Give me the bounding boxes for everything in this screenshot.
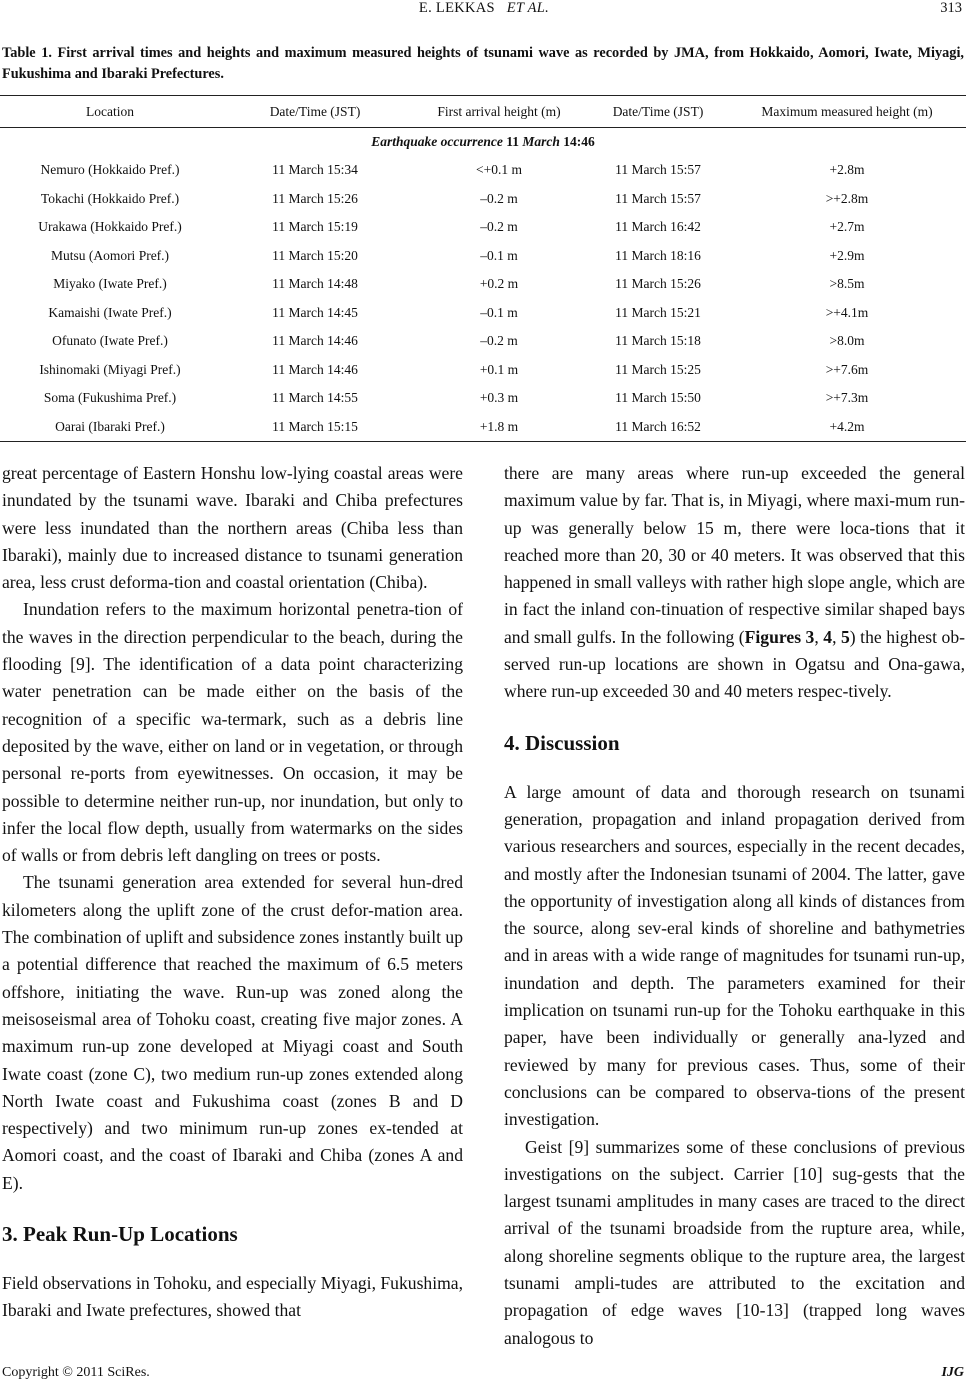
paragraph: A large amount of data and thorough research on tsunami generation, propagation and inland propagation derived from various researchers and sources, especially in the recent decades, and mostly after the Indonesian tsunami of 2004. The latter, gave the opportunity of investigation along all kinds of distances from the source, along sev-eral kinds of shoreline and bathymetries and in areas with a wide range of magnitudes for tsunami run-up, inundation and depth. The parameters examined for their implication on tsunami run-up for the Tohoku earthquake in this paper, have been individually or generally ana-lyzed and reviewed by many for previous cases. Thus, some of their conclusions can be compared to observa-tions of the present investigation. <box>504 781 965 1130</box>
table-cell: >8.5m <box>829 276 865 292</box>
table-header-row <box>0 96 966 128</box>
separator: , <box>832 626 841 647</box>
table-cell: 11 March 15:57 <box>615 162 701 178</box>
table-row <box>0 185 966 214</box>
table-row <box>0 299 966 328</box>
table-cell: 11 March 15:57 <box>615 190 701 206</box>
left-column <box>2 460 463 1325</box>
paragraph <box>504 460 965 706</box>
table-cell: >+4.1m <box>825 304 869 320</box>
column-header: Maximum measured height (m) <box>728 96 966 128</box>
table-cell: +2.8m <box>829 162 865 178</box>
occurrence-month: March <box>522 134 560 149</box>
table-cell: Miyako (Iwate Pref.) <box>53 276 167 292</box>
table-cell: 11 March 15:26 <box>272 190 358 206</box>
table-cell: Ishinomaki (Miyagi Pref.) <box>39 361 181 377</box>
table-cell: –0.1 m <box>480 304 518 320</box>
table-cell: 11 March 14:55 <box>272 390 358 406</box>
table-cell: Soma (Fukushima Pref.) <box>43 390 177 406</box>
table-cell: –0.2 m <box>480 219 518 235</box>
occurrence-row <box>0 128 966 157</box>
column-header: Date/Time (JST) <box>588 96 728 128</box>
table-cell: –0.2 m <box>480 333 518 349</box>
table-row <box>0 356 966 385</box>
table-cell: 11 March 14:48 <box>272 276 358 292</box>
figure-ref: 4 <box>823 626 833 647</box>
table-cell: 11 March 15:34 <box>272 162 358 178</box>
authors-text: E. LEKKAS <box>418 0 495 16</box>
table-cell: 11 March 18:16 <box>615 247 701 263</box>
occurrence-cell <box>0 128 966 157</box>
table-cell: +0.2 m <box>479 276 519 292</box>
table-cell: 11 March 14:45 <box>272 304 358 320</box>
table-cell: 11 March 15:18 <box>615 333 701 349</box>
paragraph: Field observations in Tohoku, and especially Miyagi, Fukushima, Ibaraki and Iwate prefectures, showed that <box>2 1273 463 1321</box>
table-cell: 11 March 15:25 <box>615 361 701 377</box>
table-row <box>0 213 966 242</box>
occurrence-label: Earthquake occurrence <box>371 134 503 149</box>
table-cell: 11 March 15:15 <box>220 413 410 442</box>
table-cell: 11 March 15:21 <box>615 304 701 320</box>
section-heading: 4. Discussion <box>504 730 620 755</box>
separator: , <box>814 626 824 647</box>
running-head-authors <box>0 0 968 17</box>
column-header: Location <box>0 96 220 128</box>
figure-ref: Figures 3 <box>744 626 815 647</box>
table-cell: 11 March 16:52 <box>588 413 728 442</box>
table-cell: +2.9m <box>829 247 865 263</box>
table-cell: –0.1 m <box>480 247 518 263</box>
table-row <box>0 327 966 356</box>
table-cell: 11 March 14:46 <box>272 333 358 349</box>
table-cell: 11 March 15:20 <box>272 247 358 263</box>
table-row <box>0 242 966 271</box>
table-cell: +0.1 m <box>479 361 519 377</box>
table-cell: 11 March 15:50 <box>615 390 701 406</box>
table-cell: >+7.3m <box>825 390 869 406</box>
table-cell: +4.2m <box>728 413 966 442</box>
table-cell: >+2.8m <box>825 190 869 206</box>
table-cell: –0.2 m <box>480 190 518 206</box>
table-cell: 11 March 16:42 <box>615 219 701 235</box>
table-cell: +1.8 m <box>410 413 588 442</box>
table-cell: Kamaishi (Iwate Pref.) <box>48 304 172 320</box>
table-row <box>0 384 966 413</box>
table-cell: 11 March 14:46 <box>272 361 358 377</box>
paragraph-text: ) the highest ob-served run-up locations are shown in Ogatsu and Ona-gawa, where run-up exceeded 30 and 40 meters respec-tively. <box>504 626 965 702</box>
table-row <box>0 156 966 185</box>
table-cell: Urakawa (Hokkaido Pref.) <box>38 219 182 235</box>
table-cell: <+0.1 m <box>476 162 522 178</box>
paragraph: Geist [9] summarizes some of these conclusions of previous investigations on the subject. Carrier [10] sug-gests that the largest tsunami amplitudes in many cases are traced to the direct arrival of the tsunami broadside from the rupture area, while, along shoreline segments oblique to the rupture area, the largest tsunami ampli-tudes are attributed to the excitation and propagation of edge waves [10-13] (trapped long waves analogous to <box>504 1136 965 1348</box>
column-header: Date/Time (JST) <box>220 96 410 128</box>
table-cell: Oarai (Ibaraki Pref.) <box>0 413 220 442</box>
copyright-text: Copyright © 2011 SciRes. <box>2 1365 150 1380</box>
section-heading: 3. Peak Run-Up Locations <box>2 1222 238 1247</box>
journal-abbrev: IJG <box>941 1365 964 1380</box>
table-cell: +0.3 m <box>479 390 519 406</box>
occurrence-date: 11 <box>506 134 519 149</box>
table-cell: 11 March 15:26 <box>615 276 701 292</box>
paragraph: The tsunami generation area extended for several hun-dred kilometers along the uplift zone of the crust defor-mation area. The combination of uplift and subsidence zones instantly built up a potential difference that reached the maximum of 6.5 meters offshore, initiating the wave. Run-up was zoned along the meisoseismal area of Tohoku coast, creating five major zones. A maximum run-up zone developed at Miyagi coast and South Iwate coast (zone C), two medium run-up zones extended along North Iwate coast and Fukushima coast (zones B and D respectively) and two minimum run-up zones ex-tended at Aomori coast, and the coast of Ibaraki and Chiba (zones A and E). <box>2 872 463 1193</box>
table-row <box>0 413 966 442</box>
figure-ref: 5 <box>841 626 850 647</box>
table-cell: >8.0m <box>829 333 865 349</box>
table-cell: Nemuro (Hokkaido Pref.) <box>40 162 180 178</box>
table-cell: +2.7m <box>829 219 865 235</box>
table-cell: Ofunato (Iwate Pref.) <box>52 333 168 349</box>
arrival-times-table <box>0 95 966 442</box>
right-column <box>504 460 965 1352</box>
column-header: First arrival height (m) <box>410 96 588 128</box>
table-row <box>0 270 966 299</box>
page-number: 313 <box>940 0 962 16</box>
table-cell: >+7.6m <box>825 361 869 377</box>
table-cell: 11 March 15:19 <box>272 219 358 235</box>
running-head <box>0 0 968 22</box>
table-cell: Mutsu (Aomori Pref.) <box>50 247 170 263</box>
paragraph: Inundation refers to the maximum horizontal penetra-tion of the waves in the direction perpendicular to the beach, during the flooding [9]. The identification of a data point characterizing water penetration can be made either on the basis of the recognition of a specific wa-termark, such as a debris line deposited by the wave, either on land or in vegetation, or through personal re-ports from eyewitnesses. On occasion, it may be possible to determine neither run-up, nor inundation, but only to infer the local flow depth, usually from watermarks on the sides of walls or from debris left dangling on trees or posts. <box>2 599 463 866</box>
occurrence-time: 14:46 <box>563 134 595 149</box>
paragraph: great percentage of Eastern Honshu low-lying coastal areas were inundated by the tsunami wave. Ibaraki and Chiba prefectures were less inundated than the northern areas (Chiba less than Ibaraki), mainly due to increased distance to tsunami generation area, less crust deforma-tion and coastal orientation (Chiba). <box>2 463 463 593</box>
et-al-text: ET AL. <box>506 0 550 16</box>
paragraph-text: there are many areas where run-up exceeded the general maximum value by far. That is, in Miyagi, where maxi-mum run-up was generally below 15 m, there were loca-tions that it reached more than 20, 30 or 40 meters. It was observed that this happened in small valleys with rather high slope angle, which are in fact the inland con-tinuation of respective similar shaped bays and small gulfs. In the following ( <box>504 463 965 647</box>
table-cell: Tokachi (Hokkaido Pref.) <box>40 190 180 206</box>
table-caption: Table 1. First arrival times and heights and maximum measured heights of tsunami wave as recorded by JMA, from Hokkaido, Aomori, Iwate, Miyagi, Fukushima and Ibaraki Prefectures. <box>2 45 964 82</box>
